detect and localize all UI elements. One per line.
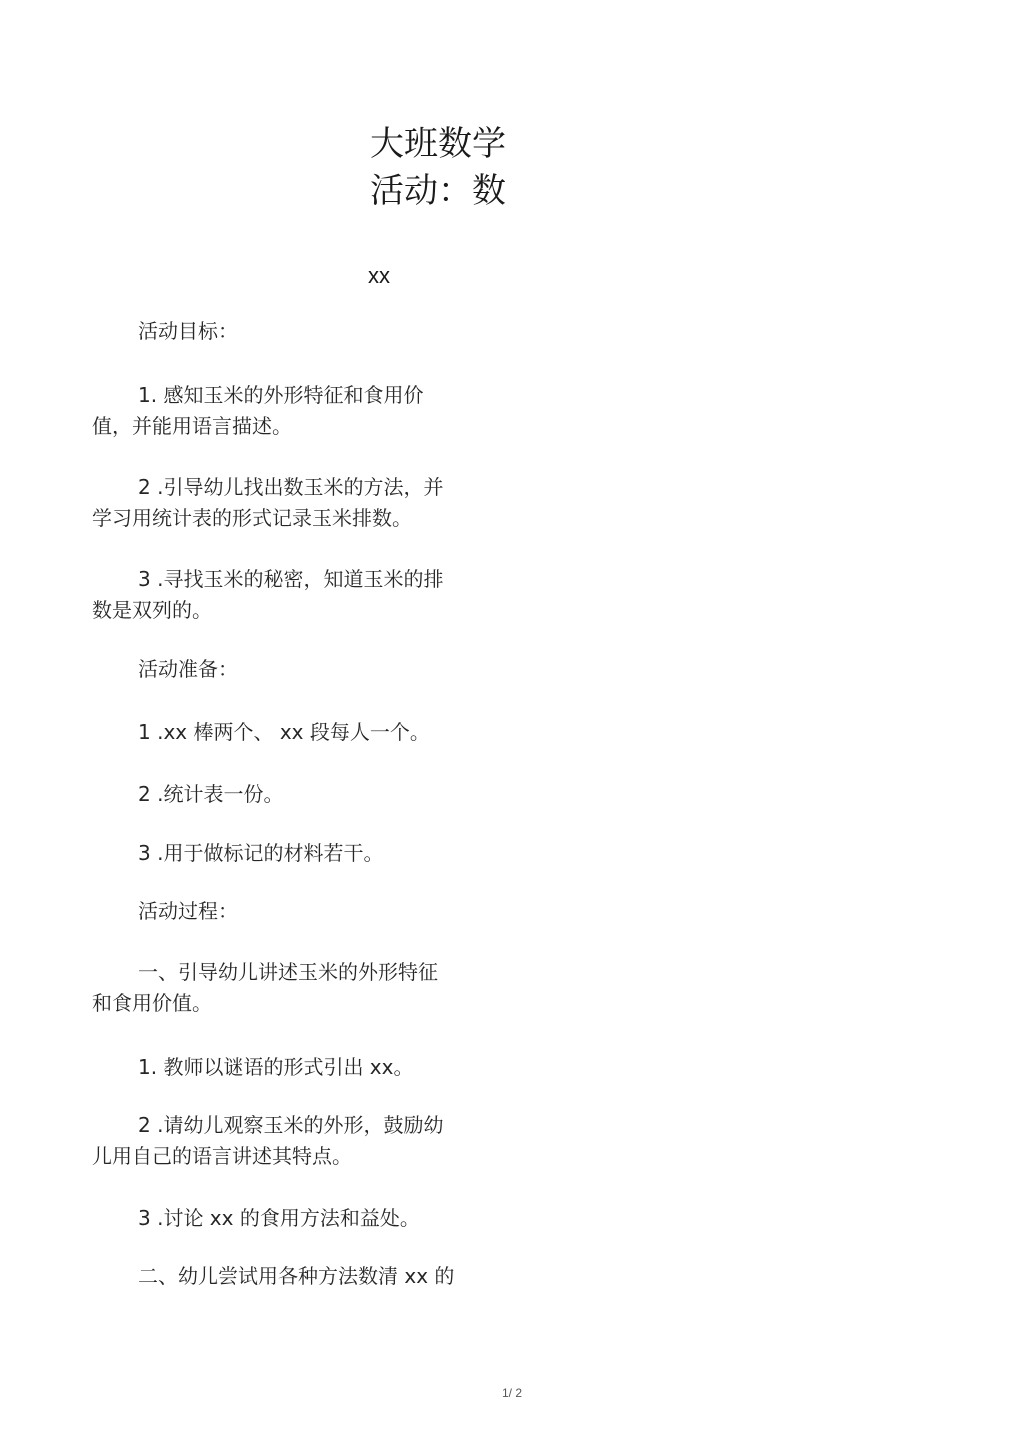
objective-item-3 [92, 564, 512, 626]
paragraph-line: 值，并能用语言描述。 [92, 414, 292, 438]
paragraph-line: 儿用自己的语言讲述其特点。 [92, 1144, 352, 1168]
paragraph-line: 活动目标： [138, 319, 238, 343]
paragraph-line: 活动准备： [138, 657, 238, 681]
paragraph-line: 一、引导幼儿讲述玉米的外形特征 [138, 960, 438, 984]
preparation-item-1 [92, 717, 512, 748]
paragraph-line: 2 .请幼儿观察玉米的外形，鼓励幼 [138, 1113, 444, 1137]
process-step-1-item-3 [92, 1203, 512, 1234]
document-title-line-1: 大班数学 [370, 124, 506, 164]
process-step-2 [92, 1261, 512, 1292]
document-title-line-2: 活动：数 [370, 171, 506, 211]
objective-item-1 [92, 380, 512, 442]
paragraph-line: 1. 教师以谜语的形式引出 xx。 [138, 1055, 414, 1079]
process-step-1-item-1 [92, 1052, 512, 1083]
preparation-item-2 [92, 779, 512, 810]
document-subtitle: xx [368, 263, 390, 288]
paragraph-line: 3 .讨论 xx 的食用方法和益处。 [138, 1206, 420, 1230]
paragraph-line: 学习用统计表的形式记录玉米排数。 [92, 506, 412, 530]
paragraph-line: 和食用价值。 [92, 991, 212, 1015]
paragraph-line: 3 .用于做标记的材料若干。 [138, 841, 384, 865]
section-heading-preparation [92, 654, 512, 685]
paragraph-line: 活动过程： [138, 899, 238, 923]
objective-item-2 [92, 472, 512, 534]
process-step-1 [92, 957, 512, 1019]
paragraph-line: 2 .引导幼儿找出数玉米的方法，并 [138, 475, 444, 499]
section-heading-objectives [92, 316, 512, 347]
paragraph-line: 1. 感知玉米的外形特征和食用价 [138, 383, 424, 407]
paragraph-line: 2 .统计表一份。 [138, 782, 284, 806]
paragraph-line: 3 .寻找玉米的秘密，知道玉米的排 [138, 567, 444, 591]
page-number: 1/ 2 [501, 1386, 522, 1400]
paragraph-line: 二、幼儿尝试用各种方法数清 xx 的 [138, 1264, 455, 1288]
paragraph-line: 数是双列的。 [92, 598, 212, 622]
section-heading-process [92, 896, 512, 927]
preparation-item-3 [92, 838, 512, 869]
process-step-1-item-2 [92, 1110, 512, 1172]
paragraph-line: 1 .xx 棒两个、 xx 段每人一个。 [138, 720, 430, 744]
